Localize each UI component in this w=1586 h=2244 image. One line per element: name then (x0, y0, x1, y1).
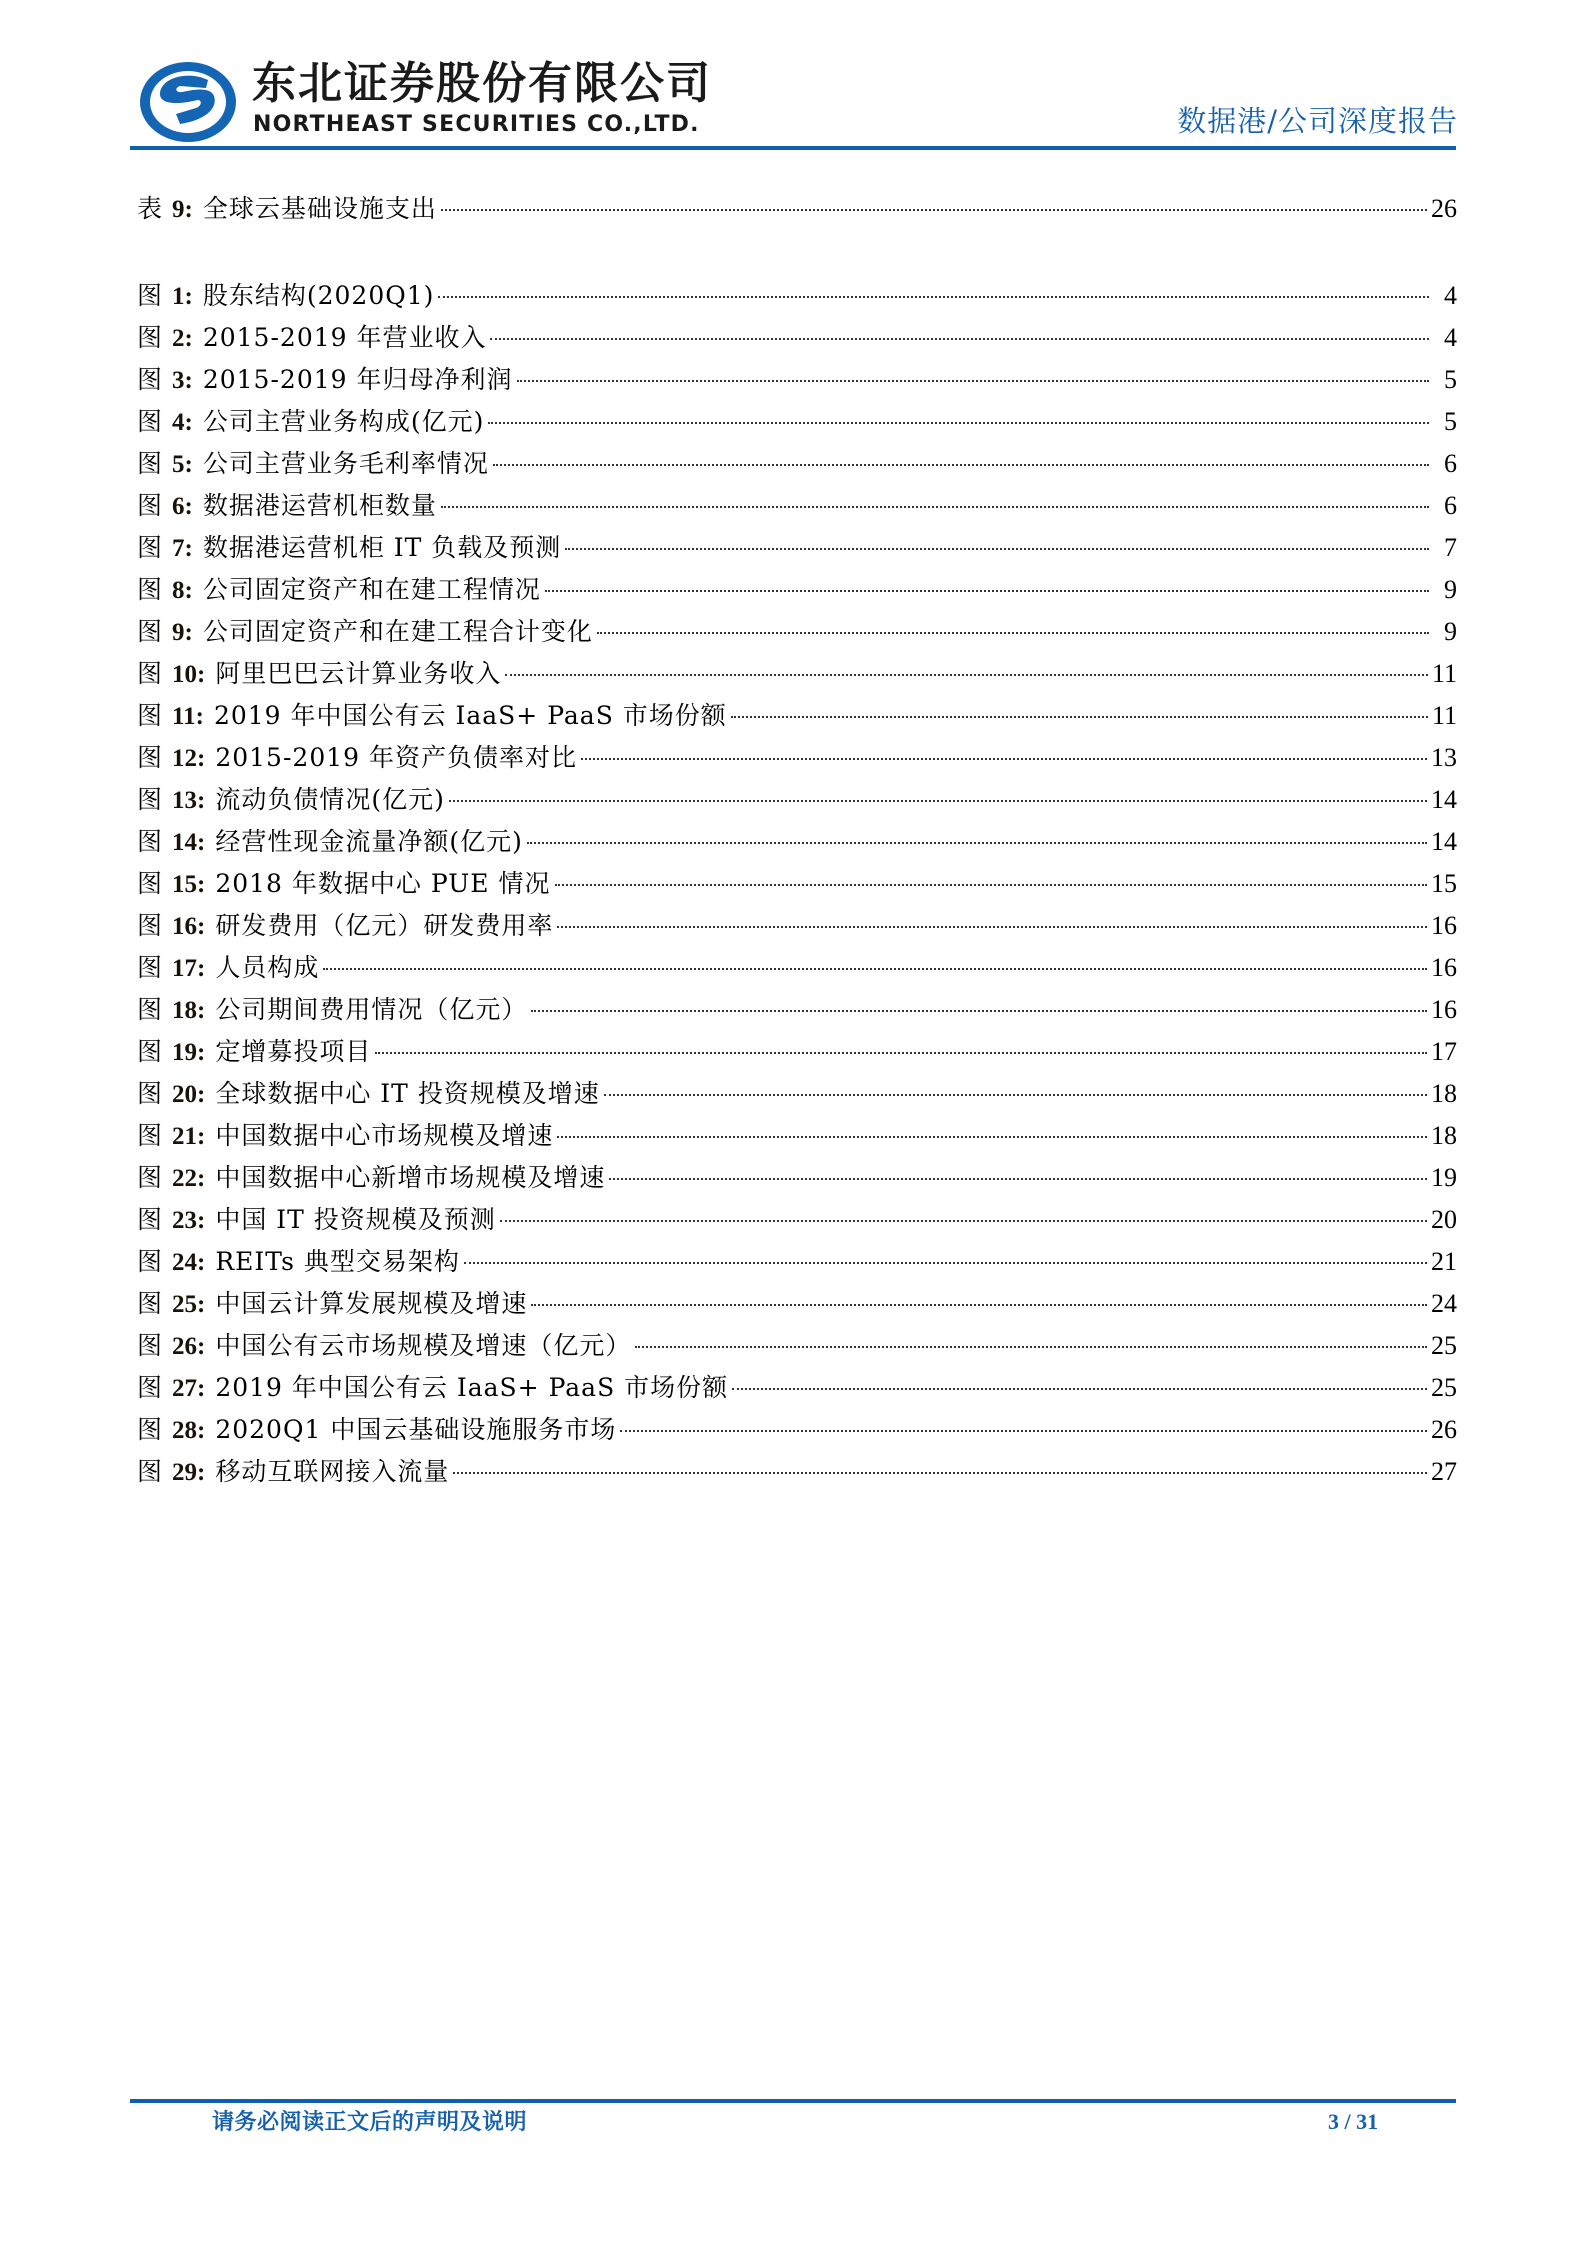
toc-entry-title: 数据港运营机柜数量 (202, 491, 437, 520)
toc-dot-leader (464, 1262, 1427, 1264)
toc-entry-number: 22: (172, 1165, 206, 1192)
toc-entry-title: 2019 年中国公有云 IaaS+ PaaS 市场份额 (215, 1373, 729, 1402)
toc-entry-prefix: 图 (137, 743, 163, 772)
toc-entry-prefix: 图 (137, 617, 163, 646)
toc-entry-figure-15[interactable] (137, 866, 1457, 902)
report-type-label: 数据港/公司深度报告 (1177, 104, 1458, 138)
toc-entry-page: 5 (1444, 365, 1457, 394)
toc-entry-number: 3: (172, 367, 193, 394)
toc-entry-prefix: 图 (137, 1331, 163, 1360)
toc-entry-prefix: 图 (137, 1163, 163, 1192)
toc-dot-leader (609, 1178, 1427, 1180)
toc-entry-page: 27 (1431, 1457, 1457, 1486)
toc-entry-title: REITs 典型交易架构 (215, 1247, 460, 1276)
toc-entry-page: 14 (1431, 827, 1457, 856)
toc-entry-prefix: 图 (137, 1457, 163, 1486)
toc-entry-number: 1: (172, 283, 193, 310)
toc-entry-page: 24 (1431, 1289, 1457, 1318)
toc-entry-title: 中国数据中心新增市场规模及增速 (215, 1163, 606, 1192)
toc-entry-number: 16: (172, 913, 206, 940)
toc-dot-leader (557, 1136, 1427, 1138)
toc-entry-figure-5[interactable] (137, 446, 1457, 482)
toc-entry-page: 6 (1444, 491, 1457, 520)
toc-entry-page: 19 (1431, 1163, 1457, 1192)
toc-entry-number: 27: (172, 1375, 206, 1402)
toc-dot-leader (323, 968, 1427, 970)
toc-entry-number: 9: (172, 619, 193, 646)
toc-entry-prefix: 图 (137, 323, 163, 352)
toc-entry-title: 2020Q1 中国云基础设施服务市场 (215, 1415, 617, 1444)
toc-entry-title: 中国公有云市场规模及增速（亿元） (215, 1331, 632, 1360)
toc-dot-leader (527, 842, 1427, 844)
toc-entry-page: 21 (1431, 1247, 1457, 1276)
toc-entry-prefix: 图 (137, 491, 163, 520)
header-divider (130, 146, 1456, 150)
toc-entry-number: 25: (172, 1291, 206, 1318)
toc-entry-title: 公司期间费用情况（亿元） (215, 995, 528, 1024)
toc-entry-number: 19: (172, 1039, 206, 1066)
company-name-en: NORTHEAST SECURITIES CO.,LTD. (253, 112, 700, 137)
toc-dot-leader (493, 464, 1429, 466)
toc-entry-figure-22[interactable] (137, 1160, 1457, 1196)
toc-dot-leader (531, 1010, 1427, 1012)
toc-dot-leader (500, 1220, 1427, 1222)
toc-entry-prefix: 表 (137, 194, 163, 223)
toc-dot-leader (453, 1472, 1427, 1474)
toc-entry-figure-4[interactable] (137, 404, 1457, 440)
toc-entry-title: 2019 年中国公有云 IaaS+ PaaS 市场份额 (213, 701, 727, 730)
toc-entry-prefix: 图 (137, 1289, 163, 1318)
toc-entry-page: 9 (1444, 617, 1457, 646)
toc-entry-title: 股东结构(2020Q1) (202, 281, 435, 310)
toc-entry-page: 26 (1431, 194, 1457, 223)
northeast-securities-logo-icon (136, 58, 240, 146)
toc-entry-title: 2015-2019 年资产负债率对比 (215, 743, 577, 772)
toc-entry-number: 7: (172, 535, 193, 562)
toc-dot-leader (732, 1388, 1427, 1390)
toc-dot-leader (449, 800, 1427, 802)
toc-entry-figure-7[interactable] (137, 530, 1457, 566)
toc-dot-leader (597, 632, 1429, 634)
toc-entry-prefix: 图 (137, 533, 163, 562)
toc-entry-prefix: 图 (137, 1247, 163, 1276)
toc-entry-figure-19[interactable] (137, 1034, 1457, 1070)
toc-entry-title: 数据港运营机柜 IT 负载及预测 (202, 533, 562, 562)
toc-dot-leader (375, 1052, 1427, 1054)
toc-entry-number: 18: (172, 997, 206, 1024)
toc-entry-number: 24: (172, 1249, 206, 1276)
toc-entry-page: 18 (1431, 1079, 1457, 1108)
toc-dot-leader (438, 296, 1429, 298)
toc-entry-page: 14 (1431, 785, 1457, 814)
toc-dot-leader (488, 422, 1429, 424)
toc-entry-title: 中国云计算发展规模及增速 (215, 1289, 528, 1318)
toc-entry-page: 15 (1431, 869, 1457, 898)
toc-entry-figure-3[interactable] (137, 362, 1457, 398)
toc-entry-page: 16 (1431, 995, 1457, 1024)
toc-entry-title: 研发费用（亿元）研发费用率 (215, 911, 554, 940)
toc-entry-prefix: 图 (137, 1415, 163, 1444)
toc-entry-title: 人员构成 (215, 953, 320, 982)
toc-entry-figure-11[interactable] (137, 698, 1457, 734)
toc-entry-figure-20[interactable] (137, 1076, 1457, 1112)
toc-entry-figure-9[interactable] (137, 614, 1457, 650)
toc-entry-prefix: 图 (137, 1037, 163, 1066)
toc-dot-leader (581, 758, 1427, 760)
toc-entry-title: 2015-2019 年归母净利润 (202, 365, 513, 394)
toc-dot-leader (731, 716, 1428, 718)
toc-entry-page: 16 (1431, 953, 1457, 982)
toc-entry-prefix: 图 (137, 1205, 163, 1234)
toc-entry-prefix: 图 (137, 365, 163, 394)
toc-entry-figure-27[interactable] (137, 1370, 1457, 1406)
toc-entry-page: 13 (1431, 743, 1457, 772)
toc-entry-number: 26: (172, 1333, 206, 1360)
toc-entry-page: 5 (1444, 407, 1457, 436)
toc-entry-prefix: 图 (137, 785, 163, 814)
toc-entry-figure-17[interactable] (137, 950, 1457, 986)
toc-dot-leader (620, 1430, 1427, 1432)
toc-entry-figure-10[interactable] (137, 656, 1457, 692)
toc-entry-title: 公司主营业务构成(亿元) (202, 407, 485, 436)
toc-entry-page: 25 (1431, 1331, 1457, 1360)
toc-entry-page: 18 (1431, 1121, 1457, 1150)
toc-entry-table-9[interactable] (137, 191, 1457, 227)
toc-entry-figure-24[interactable] (137, 1244, 1457, 1280)
toc-dot-leader (441, 506, 1429, 508)
toc-entry-figure-16[interactable] (137, 908, 1457, 944)
toc-entry-figure-26[interactable] (137, 1328, 1457, 1364)
toc-entry-page: 4 (1444, 281, 1457, 310)
toc-entry-number: 11: (172, 703, 204, 730)
toc-dot-leader (555, 884, 1427, 886)
toc-entry-prefix: 图 (137, 827, 163, 856)
toc-entry-page: 11 (1431, 659, 1457, 688)
toc-entry-number: 14: (172, 829, 206, 856)
page-header (0, 0, 1586, 160)
toc-entry-prefix: 图 (137, 659, 163, 688)
toc-entry-prefix: 图 (137, 1121, 163, 1150)
toc-dot-leader (565, 548, 1429, 550)
toc-entry-page: 17 (1431, 1037, 1457, 1066)
toc-entry-number: 12: (172, 745, 206, 772)
toc-entry-figure-14[interactable] (137, 824, 1457, 860)
toc-entry-figure-8[interactable] (137, 572, 1457, 608)
toc-dot-leader (604, 1094, 1427, 1096)
toc-dot-leader (545, 590, 1429, 592)
toc-entry-number: 10: (172, 661, 206, 688)
toc-entry-figure-12[interactable] (137, 740, 1457, 776)
toc-entry-page: 20 (1431, 1205, 1457, 1234)
toc-entry-title: 2015-2019 年营业收入 (202, 323, 487, 352)
toc-entry-page: 4 (1444, 323, 1457, 352)
toc-dot-leader (635, 1346, 1427, 1348)
toc-entry-figure-28[interactable] (137, 1412, 1457, 1448)
toc-entry-prefix: 图 (137, 407, 163, 436)
toc-entry-page: 16 (1431, 911, 1457, 940)
toc-entry-number: 5: (172, 451, 193, 478)
toc-entry-title: 全球云基础设施支出 (202, 194, 437, 223)
toc-dot-leader (441, 209, 1427, 211)
toc-entry-number: 21: (172, 1123, 206, 1150)
toc-entry-number: 15: (172, 871, 206, 898)
toc-entry-title: 全球数据中心 IT 投资规模及增速 (215, 1079, 600, 1108)
toc-entry-figure-18[interactable] (137, 992, 1457, 1028)
toc-entry-figure-1[interactable] (137, 278, 1457, 314)
toc-entry-page: 6 (1444, 449, 1457, 478)
toc-entry-prefix: 图 (137, 701, 163, 730)
company-name-cn: 东北证券股份有限公司 (252, 58, 712, 109)
toc-entry-prefix: 图 (137, 1079, 163, 1108)
toc-entry-page: 9 (1444, 575, 1457, 604)
toc-entry-page: 26 (1431, 1415, 1457, 1444)
toc-entry-figure-2[interactable] (137, 320, 1457, 356)
toc-dot-leader (505, 674, 1428, 676)
footer-disclaimer: 请务必阅读正文后的声明及说明 (212, 2109, 528, 2135)
toc-entry-title: 定增募投项目 (215, 1037, 372, 1066)
toc-dot-leader (517, 380, 1430, 382)
toc-entry-title: 经营性现金流量净额(亿元) (215, 827, 523, 856)
toc-entry-number: 17: (172, 955, 206, 982)
toc-entry-number: 2: (172, 325, 193, 352)
toc-entry-title: 流动负债情况(亿元) (215, 785, 445, 814)
toc-entry-prefix: 图 (137, 281, 163, 310)
toc-entry-figure-29[interactable] (137, 1454, 1457, 1490)
toc-entry-title: 中国 IT 投资规模及预测 (215, 1205, 496, 1234)
toc-entry-number: 4: (172, 409, 193, 436)
toc-entry-figure-23[interactable] (137, 1202, 1457, 1238)
toc-dot-leader (531, 1304, 1427, 1306)
toc-entry-title: 阿里巴巴云计算业务收入 (215, 659, 502, 688)
toc-entry-title: 中国数据中心市场规模及增速 (215, 1121, 554, 1150)
toc-entry-number: 9: (172, 196, 193, 223)
toc-entry-title: 2018 年数据中心 PUE 情况 (215, 869, 551, 898)
toc-dot-leader (490, 338, 1429, 340)
toc-entry-page: 11 (1431, 701, 1457, 730)
toc-entry-figure-21[interactable] (137, 1118, 1457, 1154)
toc-entry-number: 20: (172, 1081, 206, 1108)
toc-entry-prefix: 图 (137, 575, 163, 604)
toc-entry-title: 公司主营业务毛利率情况 (202, 449, 489, 478)
toc-entry-number: 28: (172, 1417, 206, 1444)
toc-entry-prefix: 图 (137, 449, 163, 478)
toc-entry-page: 7 (1444, 533, 1457, 562)
toc-entry-number: 13: (172, 787, 206, 814)
toc-entry-title: 公司固定资产和在建工程合计变化 (202, 617, 593, 646)
toc-entry-page: 25 (1431, 1373, 1457, 1402)
toc-entry-number: 23: (172, 1207, 206, 1234)
toc-entry-figure-25[interactable] (137, 1286, 1457, 1322)
toc-entry-title: 公司固定资产和在建工程情况 (202, 575, 541, 604)
toc-entry-prefix: 图 (137, 911, 163, 940)
toc-entry-number: 6: (172, 493, 193, 520)
footer-divider (130, 2099, 1456, 2103)
toc-dot-leader (557, 926, 1427, 928)
toc-entry-figure-6[interactable] (137, 488, 1457, 524)
toc-entry-prefix: 图 (137, 953, 163, 982)
toc-entry-number: 29: (172, 1459, 206, 1486)
toc-entry-prefix: 图 (137, 995, 163, 1024)
toc-entry-title: 移动互联网接入流量 (215, 1457, 450, 1486)
toc-entry-number: 8: (172, 577, 193, 604)
page-indicator: 3 / 31 (1328, 2109, 1379, 2134)
toc-entry-figure-13[interactable] (137, 782, 1457, 818)
toc-entry-prefix: 图 (137, 869, 163, 898)
toc-entry-prefix: 图 (137, 1373, 163, 1402)
